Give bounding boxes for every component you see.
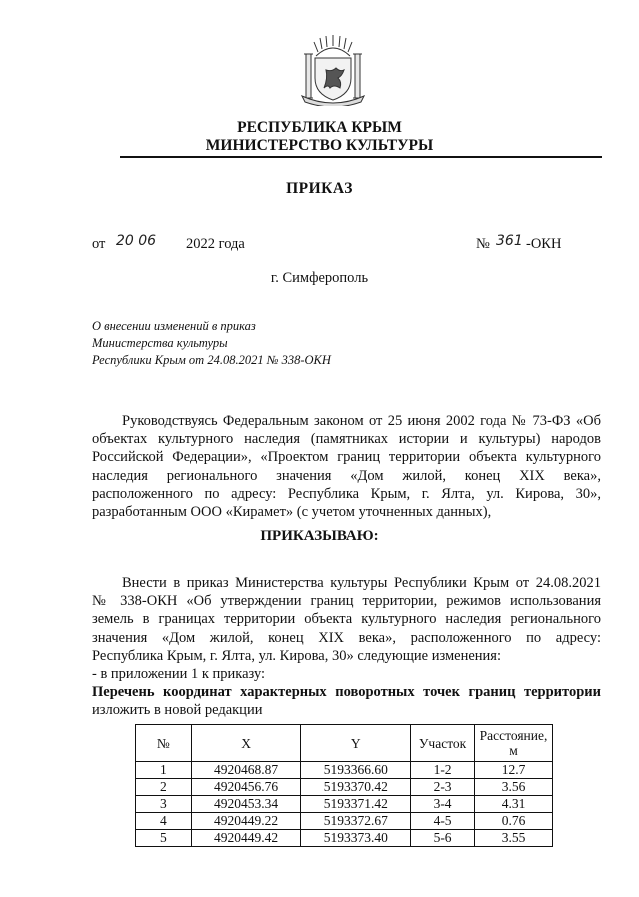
preamble-line: объектах культурного наследия (памятниках истории и культуры) народов bbox=[92, 431, 601, 448]
table-row bbox=[136, 762, 553, 779]
body-line: № 338-ОКН «Об утверждении границ территории, режимов использования bbox=[92, 593, 601, 610]
number-suffix: -ОКН bbox=[526, 236, 562, 252]
cell-x: 4920453.34 bbox=[191, 796, 301, 813]
cell-y: 5193366.60 bbox=[301, 762, 411, 779]
table-row bbox=[136, 830, 553, 847]
number-handwritten: 361 bbox=[496, 233, 523, 249]
subject-line-2: Министерства культуры bbox=[92, 336, 228, 350]
preamble-line: разработанным ООО «Кирамет» (с учетом уточненных данных), bbox=[92, 504, 492, 521]
date-prefix: от bbox=[92, 236, 106, 252]
body-last-line: изложить в новой редакции bbox=[92, 702, 263, 719]
table-header-row bbox=[136, 725, 553, 762]
cell-number: 3 bbox=[136, 796, 192, 813]
organization-name-line2: МИНИСТЕРСТВО КУЛЬТУРЫ bbox=[205, 137, 434, 154]
cell-distance: 3.56 bbox=[475, 779, 553, 796]
table-row bbox=[136, 779, 553, 796]
header-segment: Участок bbox=[411, 725, 475, 762]
cell-y: 5193372.67 bbox=[301, 813, 411, 830]
body-line: значения «Дом жилой, конец XIX века», расположенного по адресу: bbox=[92, 629, 601, 646]
cell-distance: 3.55 bbox=[475, 830, 553, 847]
cell-x: 4920456.76 bbox=[191, 779, 301, 796]
cell-y: 5193371.42 bbox=[301, 796, 411, 813]
cell-segment: 5-6 bbox=[411, 830, 475, 847]
cell-x: 4920449.42 bbox=[191, 830, 301, 847]
cell-x: 4920468.87 bbox=[191, 762, 301, 779]
coordinates-table bbox=[135, 724, 553, 847]
date-year: 2022 года bbox=[186, 236, 245, 252]
cell-segment: 2-3 bbox=[411, 779, 475, 796]
body-paragraph bbox=[92, 574, 601, 720]
header-y: Y bbox=[301, 725, 411, 762]
preamble-line: расположенного по адресу: Республика Крым, г. Ялта, ул. Кирова, 30», bbox=[92, 485, 601, 502]
body-line: Республика Крым, г. Ялта, ул. Кирова, 30» следующие изменения: bbox=[92, 647, 501, 664]
table-row bbox=[136, 796, 553, 813]
preamble-line: наследия регионального значения «Дом жилой, конец XIX века», bbox=[92, 467, 601, 484]
organization-name-line1: РЕСПУБЛИКА КРЫМ bbox=[237, 119, 402, 136]
preamble-line: Руководствуясь Федеральным законом от 25 июня 2002 года № 73-ФЗ «Об bbox=[122, 413, 601, 429]
cell-number: 2 bbox=[136, 779, 192, 796]
document-type: ПРИКАЗ bbox=[286, 180, 353, 197]
cell-x: 4920449.22 bbox=[191, 813, 301, 830]
crimea-emblem-icon bbox=[300, 34, 366, 106]
cell-number: 5 bbox=[136, 830, 192, 847]
cell-segment: 1-2 bbox=[411, 762, 475, 779]
body-line: - в приложении 1 к приказу: bbox=[92, 666, 266, 683]
preamble-line: Российской Федерации», «Проектом границ территории объекта культурного bbox=[92, 449, 601, 466]
body-bold-line: Перечень координат характерных поворотных точек границ территории bbox=[92, 684, 601, 701]
cell-number: 4 bbox=[136, 813, 192, 830]
cell-distance: 12.7 bbox=[475, 762, 553, 779]
decree-word: ПРИКАЗЫВАЮ: bbox=[260, 528, 379, 544]
header-x: X bbox=[191, 725, 301, 762]
date-handwritten: 20 06 bbox=[116, 233, 157, 249]
cell-segment: 3-4 bbox=[411, 796, 475, 813]
preamble-paragraph bbox=[92, 412, 601, 521]
subject-line-1: О внесении изменений в приказ bbox=[92, 319, 256, 333]
header-number: № bbox=[136, 725, 192, 762]
header-distance bbox=[475, 725, 553, 762]
header-divider bbox=[120, 156, 602, 158]
subject-line-3: Республики Крым от 24.08.2021 № 338-ОКН bbox=[92, 353, 331, 367]
body-line: Внести в приказ Министерства культуры Республики Крым от 24.08.2021 bbox=[122, 575, 601, 591]
header-distance-line2: м bbox=[509, 743, 518, 758]
number-prefix: № bbox=[476, 236, 490, 252]
table-row bbox=[136, 813, 553, 830]
header-distance-line1: Расстояние, bbox=[479, 728, 548, 743]
city: г. Симферополь bbox=[270, 270, 369, 286]
cell-y: 5193373.40 bbox=[301, 830, 411, 847]
cell-number: 1 bbox=[136, 762, 192, 779]
cell-y: 5193370.42 bbox=[301, 779, 411, 796]
body-line: земель в границах территории объекта культурного наследия регионального bbox=[92, 611, 601, 628]
cell-distance: 4.31 bbox=[475, 796, 553, 813]
cell-segment: 4-5 bbox=[411, 813, 475, 830]
cell-distance: 0.76 bbox=[475, 813, 553, 830]
